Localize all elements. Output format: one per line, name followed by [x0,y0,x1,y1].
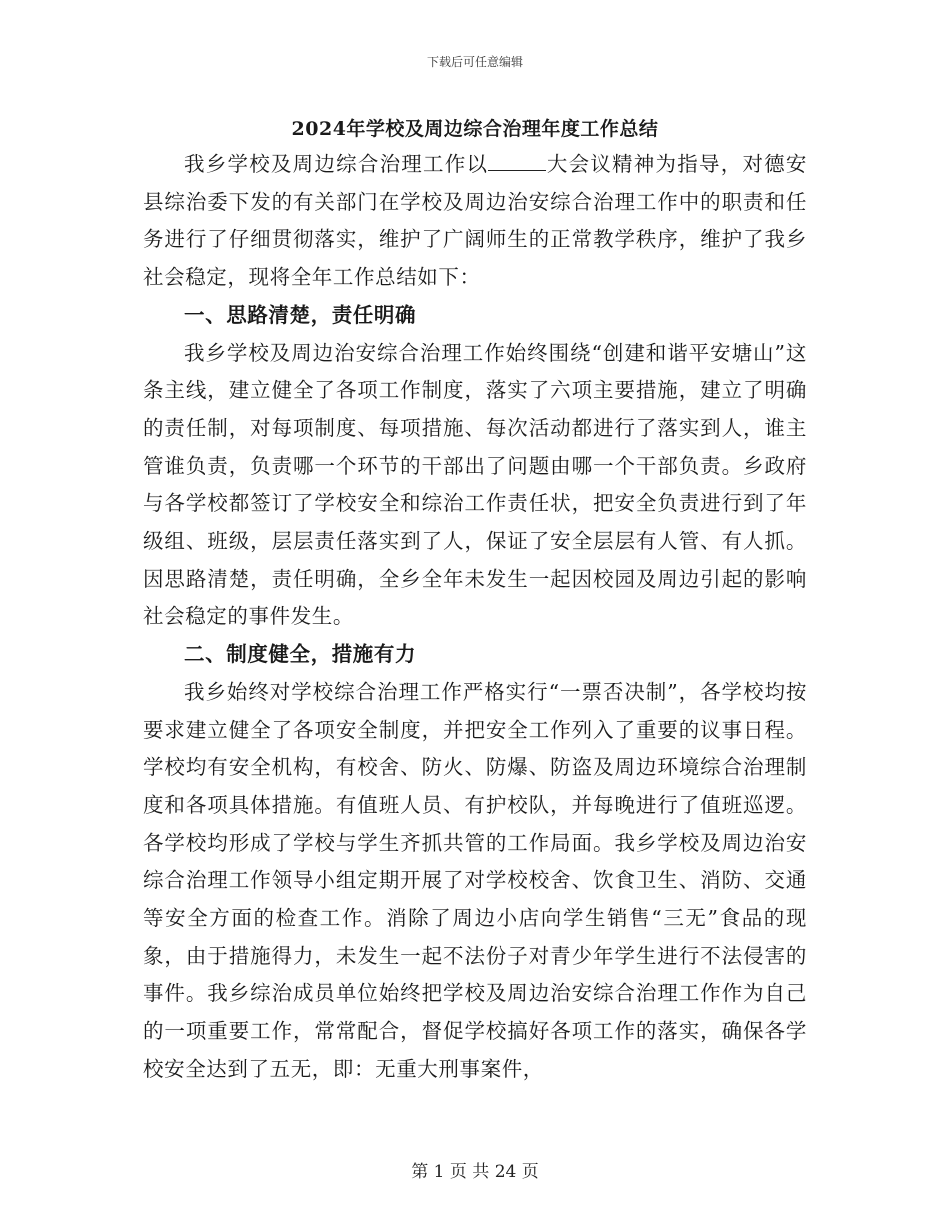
section-body-2: 我乡始终对学校综合治理工作严格实行“一票否决制”，各学校均按要求建立健全了各项安全制度，并把安全工作列入了重要的议事日程。学校均有安全机构，有校舍、防火、防爆、防盗及周边环境综合治理制度和各项具体措施。有值班人员、有护校队，并每晚进行了值班巡逻。各学校均形成了学校与学生齐抓共管的工作局面。我乡学校及周边治安综合治理工作领导小组定期开展了对学校校舍、饮食卫生、消防、交通等安全方面的检查工作。消除了周边小店向学生销售“三无”食品的现象，由于措施得力，未发生一起不法份子对青少年学生进行不法侵害的事件。我乡综治成员单位始终把学校及周边治安综合治理工作作为自己的一项重要工作，常常配合，督促学校搞好各项工作的落实，确保各学校安全达到了五无，即：无重大刑事案件， [143,679,807,1081]
intro-paragraph [143,146,807,297]
document-body [143,112,807,1089]
intro-text-start: 我乡学校及周边综合治理工作以 [184,152,489,176]
section-heading-1: 一、思路清楚，责任明确 [184,302,417,327]
page-number-footer: 第 1 页 共 24 页 [411,1162,539,1182]
section-body-1: 我乡学校及周边治安综合治理工作始终围绕“创建和谐平安塘山”这条主线，建立健全了各项工作制度，落实了六项主要措施，建立了明确的责任制，对每项制度、每项措施、每次活动都进行了落实到人，谁主管谁负责，负责哪一个环节的干部出了问题由哪一个干部负责。乡政府与各学校都签订了学校安全和综治工作责任状，把安全负责进行到了年级组、班级，层层责任落实到了人，保证了安全层层有人管、有人抓。因思路清楚，责任明确，全乡全年未发生一起因校园及周边引起的影响社会稳定的事件发生。 [143,340,807,629]
section-heading-2: 二、制度健全，措施有力 [184,642,417,667]
header-note: 下载后可任意编辑 [426,55,523,69]
blank-underline [488,152,546,171]
document-title: 2024年学校及周边综合治理年度工作总结 [291,118,659,140]
intro-text-end: 大会议精神为指导，对德安县综治委下发的有关部门在学校及周边治安综合治理工作中的职责和任务进行了仔细贯彻落实，维护了广阔师生的正常教学秩序，维护了我乡社会稳定，现将全年工作总结如下： [143,152,807,290]
